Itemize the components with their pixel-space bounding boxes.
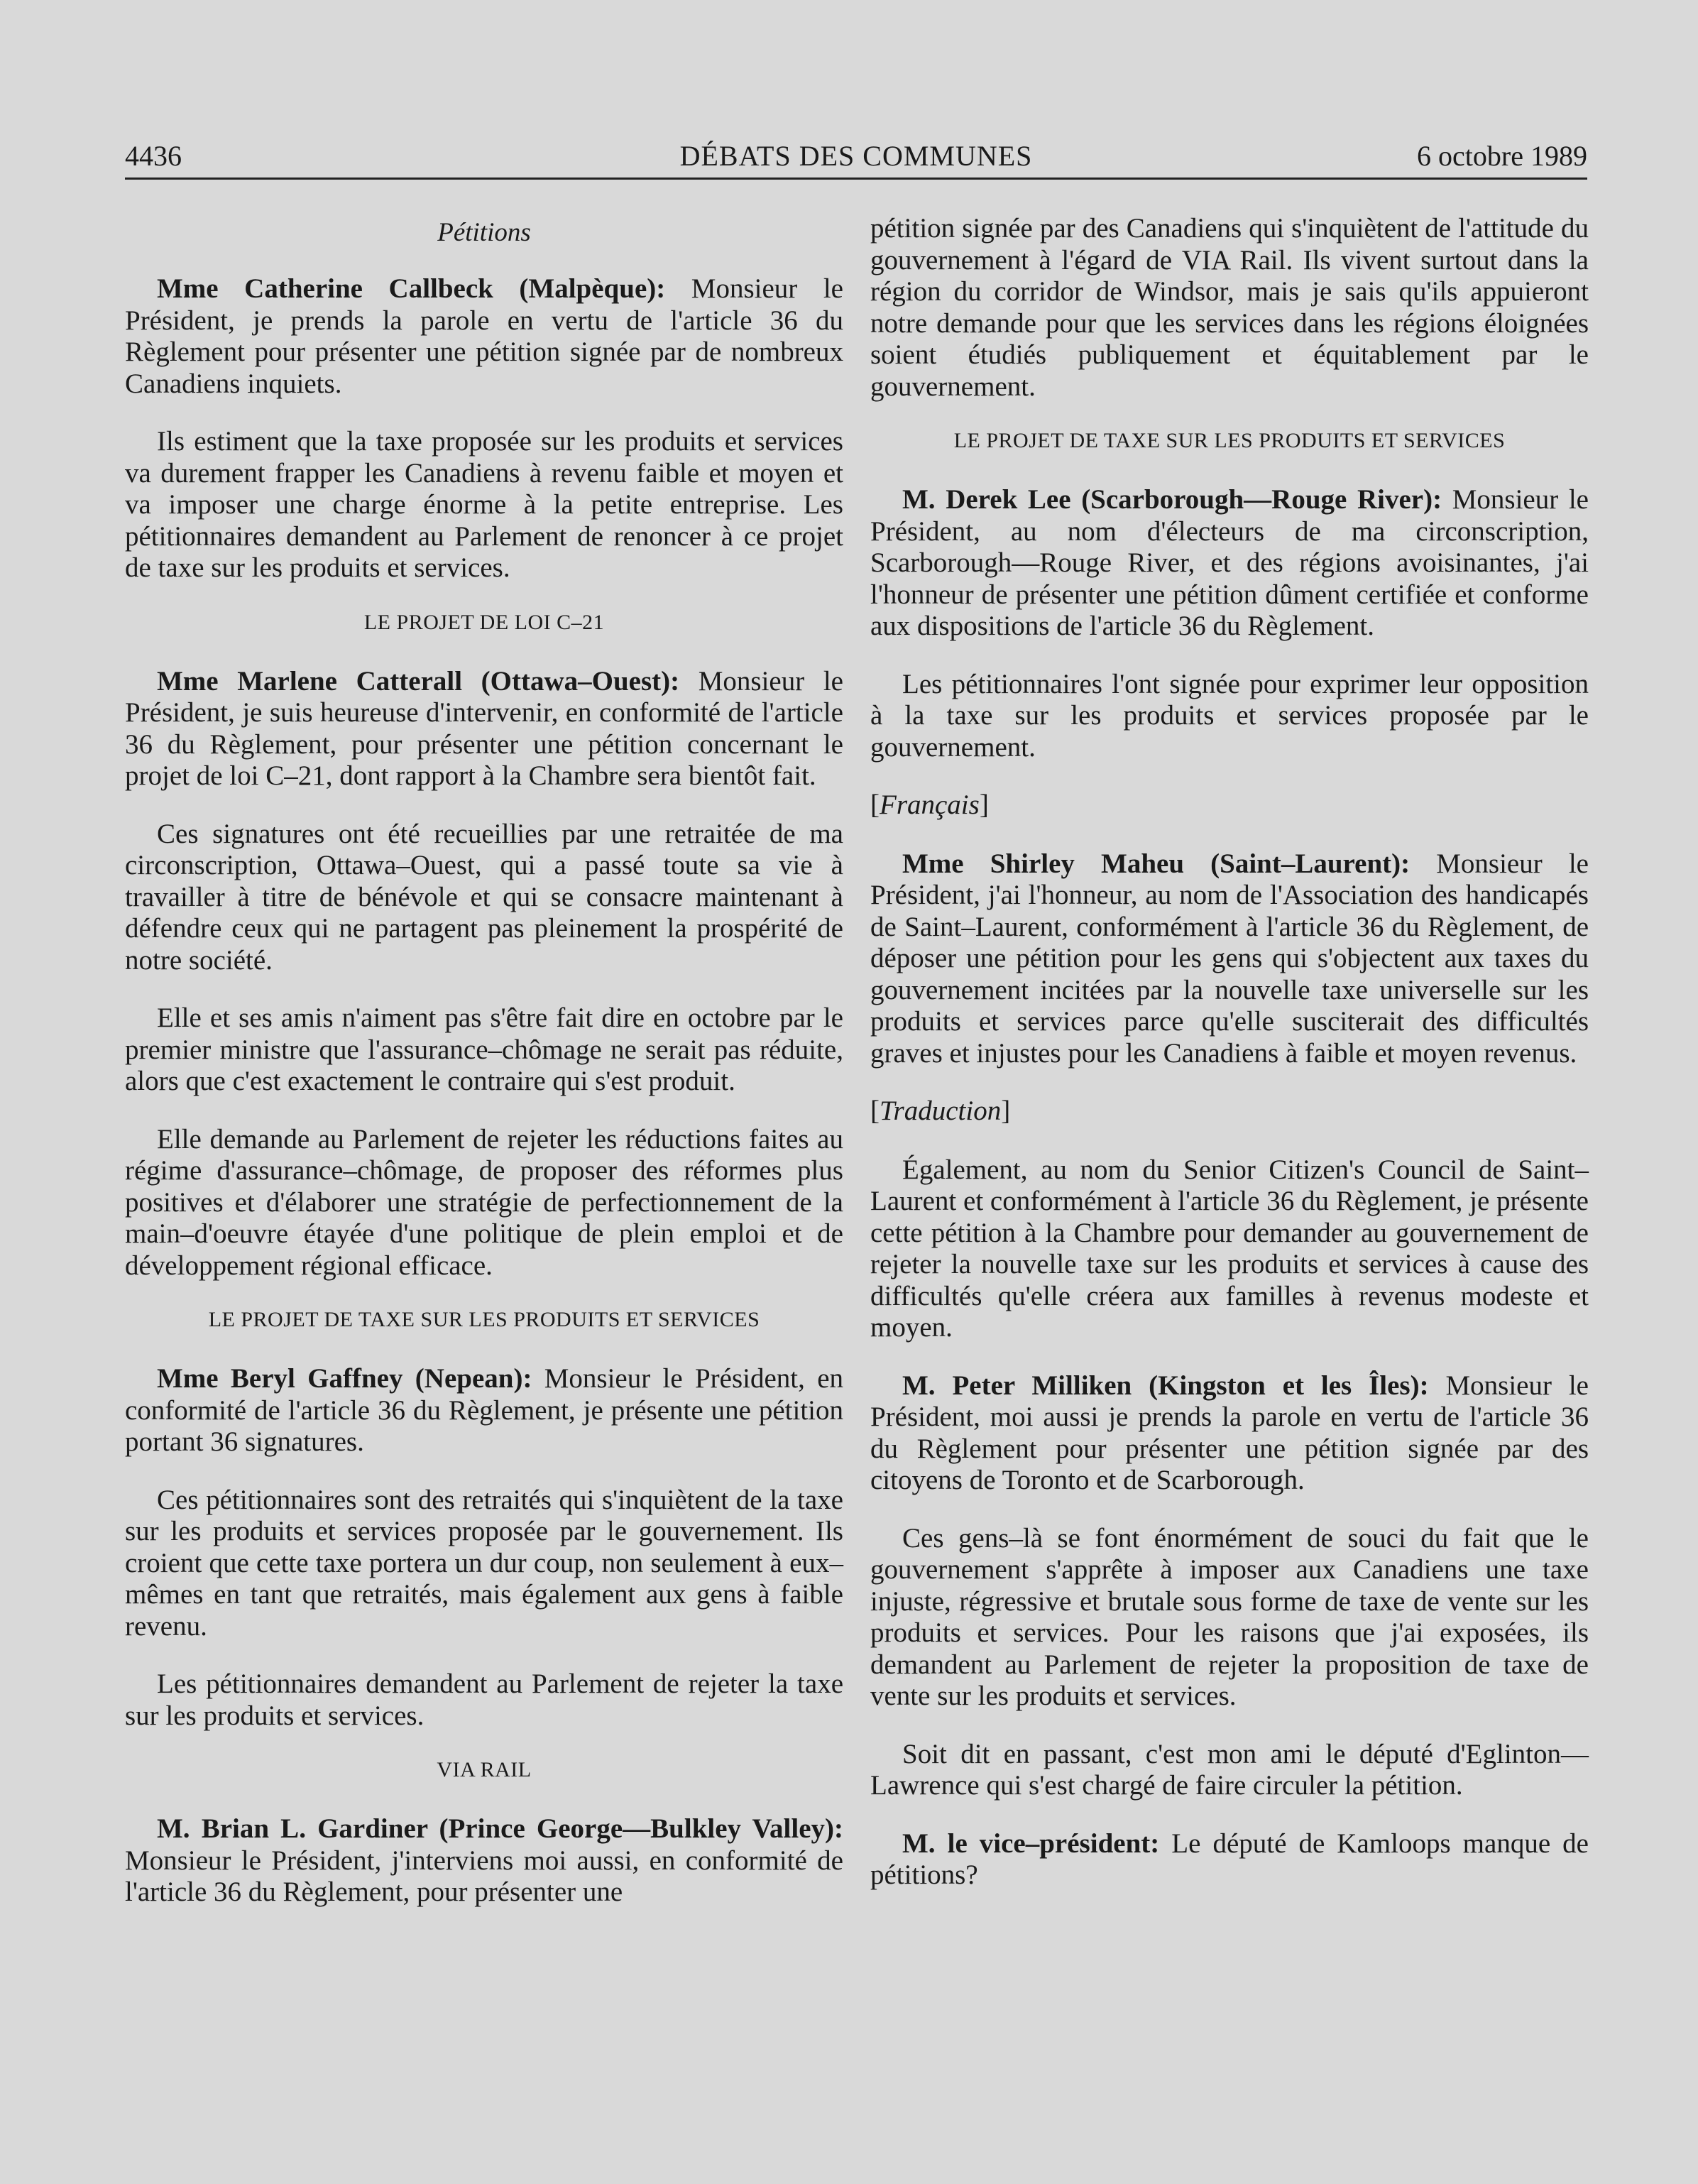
paragraph [870,1370,1589,1497]
paragraph-text: Monsieur le Président, moi aussi je prends la parole en vertu de l'article 36 du Règlement pour présenter une pétition signée par des citoyens de Toronto et de Scarborough. [870,1370,1589,1495]
paragraph [125,1363,843,1458]
speaker-name: Mme Shirley Maheu (Saint–Laurent): [902,848,1411,879]
paragraph-text: Monsieur le Président, j'interviens moi aussi, en conformité de l'article 36 du Règlement, pour présenter une [125,1845,843,1907]
paragraph: Ces gens–là se font énormément de souci du fait que le gouvernement s'apprête à imposer aux Canadiens une taxe injuste, régressive et brutale sous forme de taxe de vente sur les produits et services. Pour les raisons que j'ai exposées, ils demandent au Parlement de rejeter la proposition de taxe de vente sur les produits et services. [870,1522,1589,1711]
paragraph: pétition signée par des Canadiens qui s'inquiètent de l'attitude du gouvernement à l'égard de VIA Rail. Ils vivent surtout dans la région du corridor de Windsor, mais je sais qu'ils appuieront notre demande pour que les services dans les régions éloignées soient étudiés publiquement et équitablement par le gouvernement. [870,213,1589,402]
paragraph-text: Monsieur le Président, j'ai l'honneur, au nom de l'Association des handicapés de Saint–Laurent, conformément à l'article 36 du Règlement, de déposer une pétition pour les gens qui s'objectent aux taxes du gouvernement incitées par la nouvelle taxe universelle sur les produits et services parce qu'elle susciterait des difficultés graves et injustes pour les Canadiens à faible et moyen revenus. [870,848,1589,1069]
paragraph [870,484,1589,643]
paragraph [125,273,843,400]
speaker-name: Mme Marlene Catterall (Ottawa–Ouest): [157,665,680,697]
section-title: Pétitions [437,218,531,247]
speaker-name: Mme Catherine Callbeck (Malpèque): [157,273,666,304]
language-note: [Français] [870,790,989,820]
paragraph-text: Le député de Kamloops manque de pétitions? [870,1828,1589,1890]
speaker-name: M. Derek Lee (Scarborough—Rouge River): [902,484,1442,515]
speaker-name: M. le vice–président: [902,1828,1160,1859]
paragraph: Elle demande au Parlement de rejeter les réductions faites au régime d'assurance–chômage, de proposer des réformes plus positives et d'élaborer une stratégie de perfectionnement de la main–d'oeuvre étayée d'une politique de plein emploi et de développement régional efficace. [125,1123,843,1281]
paragraph-text: Monsieur le Président, je suis heureuse d'intervenir, en conformité de l'article 36 du Règlement, pour présenter une pétition concernant le projet de loi C–21, dont rapport à la Chambre sera bientôt fait. [125,665,843,791]
paragraph: Elle et ses amis n'aiment pas s'être fait dire en octobre par le premier ministre que l'assurance–chômage ne serait pas réduite, alors que c'est exactement le contraire qui s'est produit. [125,1003,843,1096]
left-column [125,213,843,1935]
paragraph-text: Monsieur le Président, en conformité de l'article 36 du Règlement, je présente une pétition portant 36 signatures. [125,1363,843,1457]
paragraph [125,666,843,792]
paragraph: Ces pétitionnaires sont des retraités qui s'inquiètent de la taxe sur les produits et services proposée par le gouvernement. Ils croient que cette taxe portera un dur coup, non seulement à eux–mêmes en tant que retraités, mais également aux gens à faible revenu. [125,1484,843,1642]
running-header [125,133,1587,180]
subsection-heading: LE PROJET DE LOI C–21 [363,610,605,634]
paragraph: Les pétitionnaires demandent au Parlement de rejeter la taxe sur les produits et services. [125,1669,843,1731]
language-label: Français [880,790,980,820]
publication-title: DÉBATS DES COMMUNES [679,140,1033,172]
page-number: 4436 [125,140,182,172]
right-column [870,213,1589,1918]
language-note: [Traduction] [870,1096,1011,1126]
paragraph: Ils estiment que la taxe proposée sur les produits et services va durement frapper les Canadiens à revenu faible et moyen et va imposer une charge énorme à la petite entreprise. Les pétitionnaires demandent au Parlement de renoncer à ce projet de taxe sur les produits et services. [125,426,843,583]
paragraph [870,848,1589,1070]
subsection-heading: LE PROJET DE TAXE SUR LES PRODUITS ET SERVICES [208,1308,760,1331]
subsection-heading: LE PROJET DE TAXE SUR LES PRODUITS ET SERVICES [953,429,1506,452]
paragraph: Les pétitionnaires l'ont signée pour exprimer leur opposition à la taxe sur les produits et services proposée par le gouvernement. [870,668,1589,763]
paragraph: Également, au nom du Senior Citizen's Council de Saint–Laurent et conformément à l'article 36 du Règlement, je présente cette pétition à la Chambre pour demander au gouvernement de rejeter la nouvelle taxe sur les produits et services à cause des difficultés qu'elle créera aux familles à revenus modeste et moyen. [870,1154,1589,1343]
publication-date: 6 octobre 1989 [1417,140,1587,172]
paragraph-text: Monsieur le Président, au nom d'électeurs de ma circonscription, Scarborough—Rouge River, et des régions avoisinantes, j'ai l'honneur de présenter une pétition dûment certifiée et conforme aux dispositions de l'article 36 du Règlement. [870,484,1589,641]
paragraph: Soit dit en passant, c'est mon ami le député d'Eglinton—Lawrence qui s'est chargé de faire circuler la pétition. [870,1738,1589,1801]
language-label: Traduction [880,1096,1002,1126]
subsection-heading: VIA RAIL [437,1758,532,1781]
paragraph [870,1828,1589,1891]
paragraph [125,1813,843,1909]
paragraph-text: Monsieur le Président, je prends la parole en vertu de l'article 36 du Règlement pour présenter une pétition signée par de nombreux Canadiens inquiets. [125,273,843,399]
speaker-name: Mme Beryl Gaffney (Nepean): [157,1363,532,1394]
speaker-name: M. Brian L. Gardiner (Prince George—Bulkley Valley): [157,1813,843,1844]
speaker-name: M. Peter Milliken (Kingston et les Îles): [902,1370,1429,1401]
paragraph: Ces signatures ont été recueillies par une retraitée de ma circonscription, Ottawa–Ouest, qui a passé toute sa vie à travailler à titre de bénévole et qui se consacre maintenant à défendre ceux qui ne partagent pas pleinement la prospérité de notre société. [125,818,843,976]
